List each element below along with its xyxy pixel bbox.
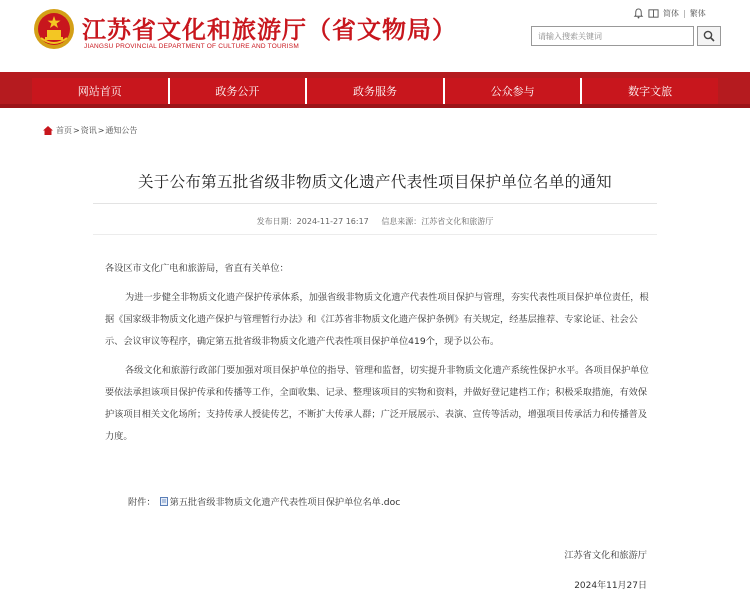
attachment-label: 附件： [128,497,156,508]
document-icon [160,497,168,506]
lang-separator: | [683,8,686,18]
source-label: 信息来源： [381,217,422,226]
nav-item-digital-tourism[interactable]: 数字文旅 [580,78,718,104]
date-label: 发布日期： [256,217,297,226]
attachment-link[interactable]: 第五批省级非物质文化遗产代表性项目保护单位名单.doc [169,497,401,508]
article-meta [0,216,750,227]
article-body [105,258,653,448]
national-emblem-icon [33,8,75,50]
search-box [531,26,694,46]
main-nav [32,78,718,104]
breadcrumb-home[interactable]: 首页 [56,126,72,135]
top-links [633,6,706,20]
simplified-link[interactable]: 简体 [663,8,679,18]
title-divider [93,203,657,204]
breadcrumb [43,125,137,136]
site-header [0,0,750,66]
book-icon[interactable] [648,8,659,19]
article-title: 关于公布第五批省级非物质文化遗产代表性项目保护单位名单的通知 [137,173,612,191]
source-value: 江苏省文化和旅游厅 [421,217,494,226]
breadcrumb-separator: > [73,126,80,135]
nav-item-government-services[interactable]: 政务服务 [305,78,443,104]
breadcrumb-separator: > [97,126,105,135]
attachment [128,494,400,508]
meta-divider [93,234,657,235]
paragraph-2: 各级文化和旅游行政部门要加强对项目保护单位的指导、管理和监督，切实提升非物质文化遗产系统性保护水平。各项目保护单位要依法承担该项目保护传承和传播等工作，全面收集、记录、整理该项目的实物和资料，并做好登记建档工作；积极采取措施，有效保护该项目相关文化场所；支持传承人授徒传艺，不断扩大传承人群；广泛开展展示、表演、宣传等活动，增强项目传承活力和传播普及力度。 [105,365,649,442]
breadcrumb-news[interactable]: 资讯 [80,126,97,135]
site-title: 江苏省文化和旅游厅（省文物局） [82,16,457,44]
site-subtitle: JIANGSU PROVINCIAL DEPARTMENT OF CULTURE AND TOURISM [84,43,299,50]
search-icon [703,30,715,42]
publish-date: 2024-11-27 16:17 [296,217,369,226]
search-input[interactable] [532,27,693,45]
traditional-link[interactable]: 繁体 [689,8,706,18]
signature: 江苏省文化和旅游厅 [564,550,647,561]
salutation: 各设区市文化广电和旅游局，省直有关单位： [105,263,289,274]
breadcrumb-notices[interactable]: 通知公告 [105,126,138,135]
paragraph-1: 为进一步健全非物质文化遗产保护传承体系，加强省级非物质文化遗产代表性项目保护与管理，夯实代表性项目保护单位责任，根据《国家级非物质文化遗产保护与管理暂行办法》和《江苏省非物质文化遗产保护条例》有关规定，经基层推荐、专家论证、社会公示、会议审议等程序，确定第五批省级非物质文化遗产代表性项目保护单位419个，现予以公布。 [105,292,649,347]
nav-item-government-affairs[interactable]: 政务公开 [168,78,306,104]
nav-item-home[interactable]: 网站首页 [32,78,168,104]
search-button[interactable] [697,26,721,46]
nav-item-public-participation[interactable]: 公众参与 [443,78,581,104]
home-icon [43,126,53,135]
sign-date: 2024年11月27日 [574,581,647,591]
bell-icon[interactable] [633,8,644,19]
